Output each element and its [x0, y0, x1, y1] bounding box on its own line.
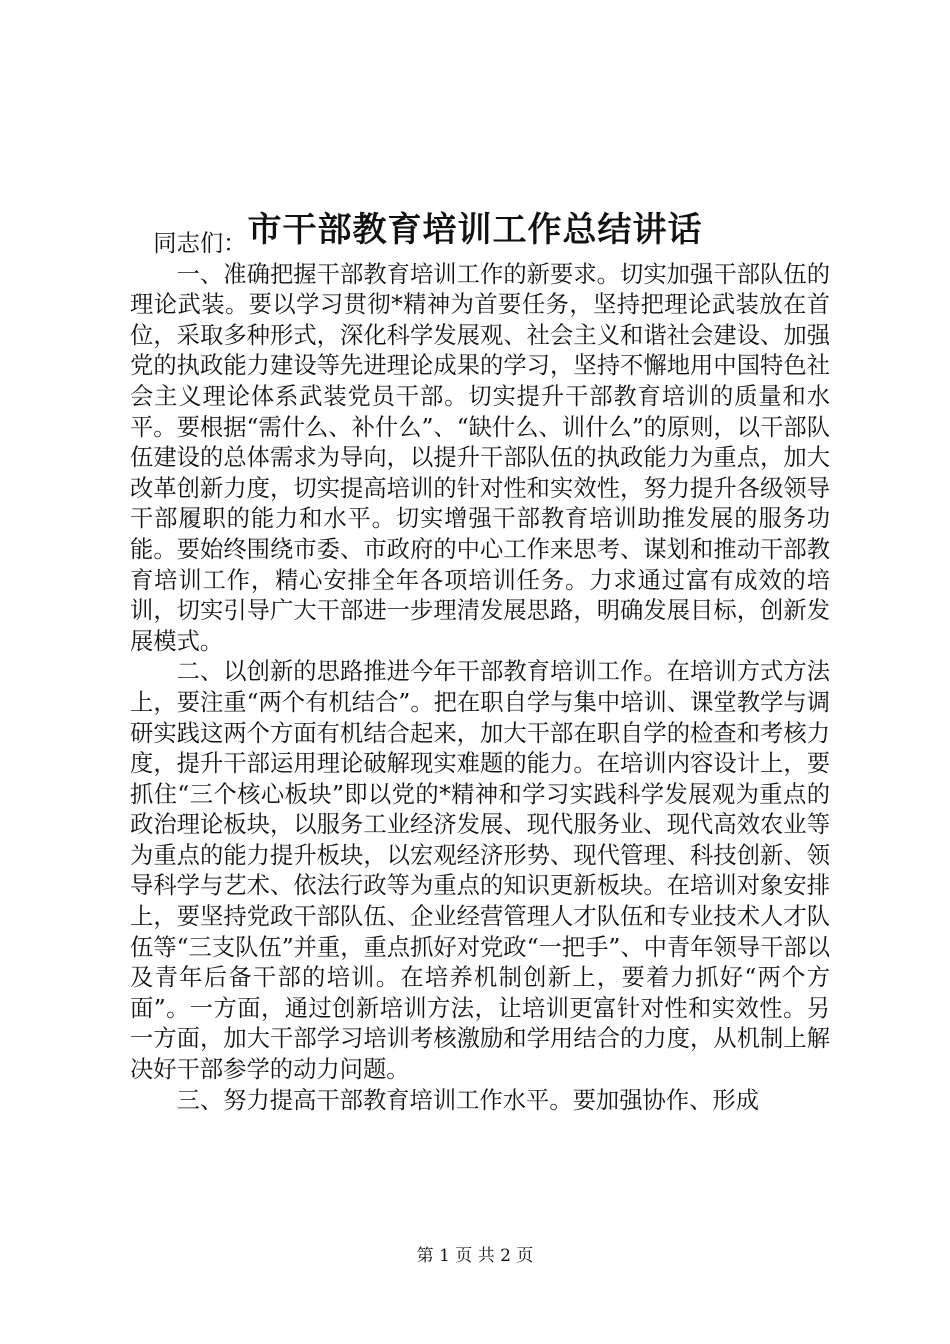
document-body — [130, 229, 830, 1116]
document-title: 市干部教育培训工作总结讲话 — [247, 209, 703, 250]
paragraph-2: 二、以创新的思路推进今年干部教育培训工作。在培训方式方法上，要注重“两个有机结合”。把在职自学与集中培训、课堂教学与调研实践这两个方面有机结合起来，加大干部在职自学的检查和考核力度，提升干部运用理论破解现实难题的能力。在培训内容设计上，要抓住“三个核心板块”即以党的*精神和学习实践科学发展观为重点的政治理论板块，以服务工业经济发展、现代服务业、现代高效农业等为重点的能力提升板块，以宏观经济形势、现代管理、科技创新、领导科学与艺术、依法行政等为重点的知识更新板块。在培训对象安排上，要坚持党政干部队伍、企业经营管理人才队伍和专业技术人才队伍等“三支队伍”并重，重点抓好对党政“一把手”、中青年领导干部以及青年后备干部的培训。在培养机制创新上，要着力抓好“两个方面”。一方面，通过创新培训方法，让培训更富针对性和实效性。另一方面，加大干部学习培训考核激励和学用结合的力度，从机制上解决好干部参学的动力问题。 — [130, 658, 830, 1084]
paragraph-3: 三、努力提高干部教育培训工作水平。要加强协作、形成 — [176, 1086, 760, 1114]
page-footer: 第 1 页 共 2 页 — [416, 1246, 534, 1266]
salutation: 同志们： — [153, 230, 247, 257]
paragraph-1: 一、准确把握干部教育培训工作的新要求。切实加强干部队伍的理论武装。要以学习贯彻*精神为首要任务，坚持把理论武装放在首位，采取多种形式，深化科学发展观、社会主义和谐社会建设、加强党的执政能力建设等先进理论成果的学习，坚持不懈地用中国特色社会主义理论体系武装党员干部。切实提升干部教育培训的质量和水平。要根据“需什么、补什么”、“缺什么、训什么”的原则，以干部队伍建设的总体需求为导向，以提升干部队伍的执政能力为重点，加大改革创新力度，切实提高培训的针对性和实效性，努力提升各级领导干部履职的能力和水平。切实增强干部教育培训助推发展的服务功能。要始终围绕市委、市政府的中心工作来思考、谋划和推动干部教育培训工作，精心安排全年各项培训任务。力求通过富有成效的培训，切实引导广大干部进一步理清发展思路，明确发展目标，创新发展模式。 — [130, 260, 830, 655]
